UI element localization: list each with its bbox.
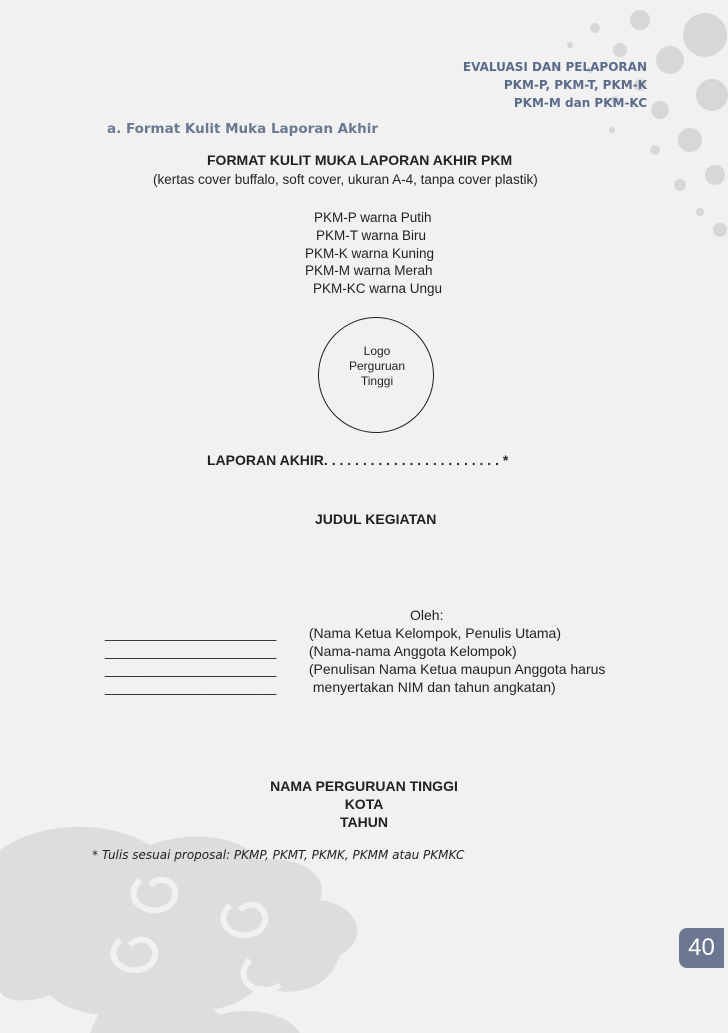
color-item-p: PKM-P warna Putih [314, 210, 432, 225]
institution-year: TAHUN [340, 814, 388, 830]
author-row [105, 643, 517, 659]
signature-line: ______________________ [105, 625, 277, 641]
author-row [105, 679, 556, 695]
author-note: menyertakan NIM dan tahun angkatan) [312, 679, 556, 695]
color-item-k: PKM-K warna Kuning [305, 246, 435, 261]
section-title: a. Format Kulit Muka Laporan Akhir [107, 121, 379, 137]
institution-name: NAMA PERGURUAN TINGGI [270, 778, 458, 794]
author-note: (Nama-nama Anggota Kelompok) [308, 643, 517, 659]
footnote: * Tulis sesuai proposal: PKMP, PKMT, PKMK, PKMM atau PKMKC [92, 848, 465, 862]
signature-line: ______________________ [105, 643, 277, 659]
document-subtitle: (kertas cover buffalo, soft cover, ukuran A-4, tanpa cover plastik) [153, 172, 538, 187]
color-item-kc: PKM-KC warna Ungu [313, 281, 443, 296]
page-number: 40 [679, 928, 724, 968]
activity-title: JUDUL KEGIATAN [315, 511, 437, 527]
author-row [105, 661, 605, 677]
by-label: Oleh: [410, 607, 444, 623]
logo-placeholder-text: Logo Perguruan Tinggi [348, 344, 406, 388]
author-note: (Nama Ketua Kelompok, Penulis Utama) [308, 625, 561, 641]
logo-placeholder [318, 317, 434, 433]
header-line-3: PKM-M dan PKM-KC [513, 96, 647, 110]
signature-line: ______________________ [105, 661, 277, 677]
header-line-2: PKM-P, PKM-T, PKM-K [503, 78, 647, 92]
institution-city: KOTA [344, 796, 384, 812]
color-item-m: PKM-M warna Merah [305, 263, 433, 278]
header-line-1: EVALUASI DAN PELAPORAN [462, 60, 647, 74]
color-item-t: PKM-T warna Biru [316, 228, 427, 243]
report-label: LAPORAN AKHIR. . . . . . . . . . . . . . . . . . . . . . . * [207, 452, 509, 468]
author-note: (Penulisan Nama Ketua maupun Anggota harus [308, 661, 606, 677]
dot-pattern-decoration [567, 10, 728, 237]
document-title: FORMAT KULIT MUKA LAPORAN AKHIR PKM [207, 152, 513, 168]
signature-line: ______________________ [105, 679, 277, 695]
author-row [105, 625, 561, 641]
